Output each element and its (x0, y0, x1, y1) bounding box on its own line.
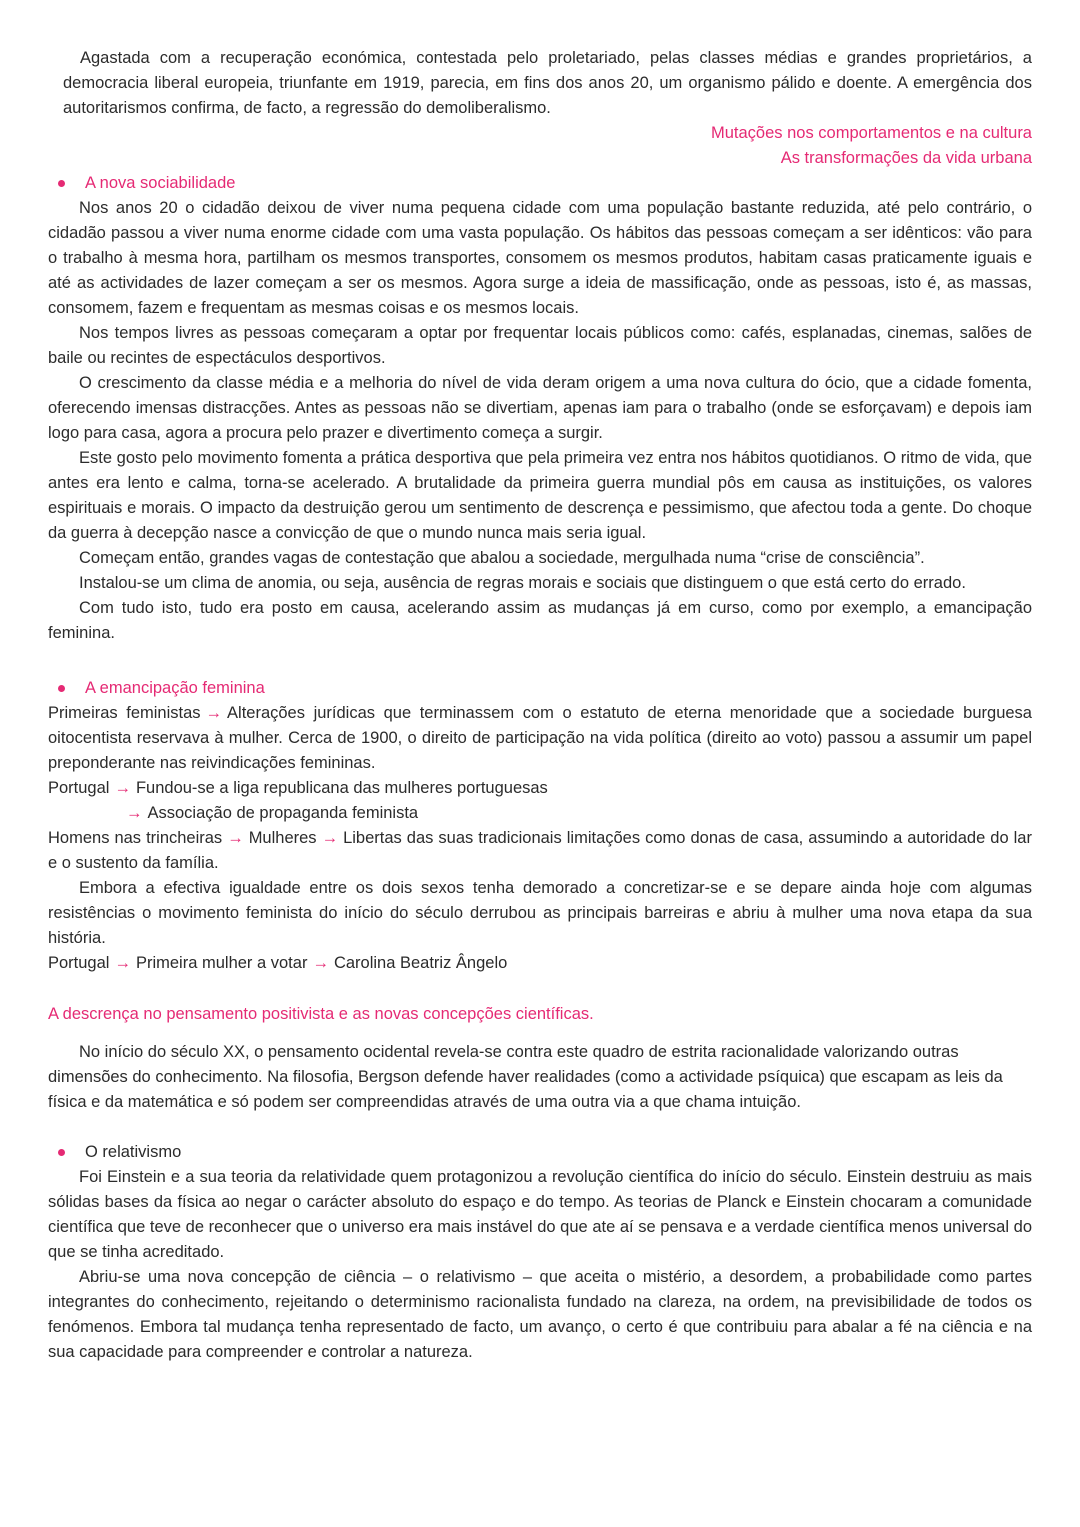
bullet-icon (58, 180, 65, 187)
paragraph-nos-anos-20: Nos anos 20 o cidadão deixou de viver numa pequena cidade com uma população bastante reduzida, até pelo contrário, o cidadão passou a viver numa enorme cidade com uma vasta população. Os hábitos das pessoas começam a ser idênticos: vão para o trabalho à mesma hora, partilham os mesmos transportes, consomem os mesmos produtos, habitam casas praticamente iguais e até as actividades de lazer começam a ser os mesmos. Agora surge a ideia de massificação, onde as pessoas, isto é, as massas, consomem, fazem e frequentam as mesmas coisas e os mesmos locais. (48, 199, 1032, 317)
arrow-icon: → (114, 954, 131, 972)
text-segment: Primeira mulher a votar (135, 954, 308, 972)
paragraph-primeira-mulher-votar (48, 951, 1032, 976)
paragraph-crescimento-classe-media: O crescimento da classe média e a melhoria do nível de vida deram origem a uma nova cultura do ócio, que a cidade fomenta, oferecendo imensas distracções. Antes as pessoas não se divertiam, apenas iam para o trabalho (onde se esforçavam) e depois iam logo para casa, agora a procura pelo prazer e divertimento começa a surgir. (48, 374, 1032, 442)
paragraph-foi-einstein: Foi Einstein e a sua teoria da relatividade quem protagonizou a revolução científica do início do século. Einstein destruiu as mais sólidas bases da física ao negar o carácter absoluto do espaço e do tempo. As teorias de Planck e Einstein chocaram a comunidade científica que teve de reconhecer que o universo era mais instável do que ate aí se pensava e a verdade científica menos universal do que se tinha acreditado. (48, 1168, 1032, 1261)
bullet-icon (58, 685, 65, 692)
section-heading-vida-urbana: As transformações da vida urbana (780, 149, 1032, 167)
text-segment: Associação de propaganda feminista (147, 804, 419, 822)
arrow-icon: → (114, 779, 131, 797)
bullet-item-relativismo (48, 1140, 1032, 1165)
section-heading-mutacoes: Mutações nos comportamentos e na cultura (710, 124, 1032, 142)
text-segment: Fundou-se a liga republicana das mulheres portuguesas (135, 779, 548, 797)
arrow-icon: → (312, 954, 329, 972)
text-segment: Portugal (48, 954, 110, 972)
text-segment: Libertas das suas tradicionais limitações como donas de casa, assumindo a autoridade do lar e o sustento da família. (48, 829, 1032, 872)
bullet-label-nova-sociabilidade: A nova sociabilidade (85, 174, 236, 192)
text-segment: Homens nas trincheiras (48, 829, 223, 847)
bullet-label-emancipacao-feminina: A emancipação feminina (85, 679, 265, 697)
arrow-icon: → (227, 829, 244, 847)
bullet-item-nova-sociabilidade (48, 171, 1032, 196)
paragraph-gosto-pelo-movimento: Este gosto pelo movimento fomenta a prática desportiva que pela primeira vez entra nos hábitos quotidianos. O ritmo de vida, que antes era lento e calma, torna-se acelerado. A brutalidade da primeira guerra mundial pôs em causa as instituições, os valores espirituais e morais. O impacto da destruição gerou um sentimento de descrença e pessimismo, que afectou toda a gente. Do choque da guerra à decepção nasce a convicção de que o mundo nunca mais seria igual. (48, 449, 1032, 542)
paragraph-clima-anomia: Instalou-se um clima de anomia, ou seja, ausência de regras morais e sociais que distinguem o que está certo do errado. (79, 574, 966, 592)
bullet-label-relativismo: O relativismo (85, 1143, 182, 1161)
paragraph-homens-trincheiras (48, 826, 1032, 876)
text-segment: Mulheres (248, 829, 317, 847)
paragraph-tempos-livres: Nos tempos livres as pessoas começaram a optar por frequentar locais públicos como: cafés, esplanadas, cinemas, salões de baile ou recintes de espectáculos desportivos. (48, 324, 1032, 367)
bullet-icon (58, 1149, 65, 1156)
section-heading-descrenca-positivista: A descrença no pensamento positivista e as novas concepções científicas. (48, 1005, 594, 1023)
text-segment: Alterações jurídicas que terminassem com o estatuto de eterna menoridade que a sociedade burguesa oitocentista reservava à mulher. Cerca de 1900, o direito de participação na vida política (direito ao voto) passou a assumir um papel preponderante nas reivindicações femininas. (48, 704, 1032, 772)
arrow-icon: → (205, 704, 223, 722)
paragraph-intro: Agastada com a recuperação económica, contestada pelo proletariado, pelas classes médias e grandes proprietários, a democracia liberal europeia, triunfante em 1919, parecia, em fins dos anos 20, um organismo pálido e doente. A emergência dos autoritarismos confirma, de facto, a regressão do demoliberalismo. (63, 49, 1032, 117)
paragraph-abriu-se-nova-concepcao: Abriu-se uma nova concepção de ciência – o relativismo – que aceita o mistério, a desordem, a probabilidade como partes integrantes do conhecimento, rejeitando o determinismo racionalista fundado na clareza, na ordem, na previsibilidade de todos os fenómenos. Embora tal mudança tenha representado de facto, um avanço, o certo é que contribuiu para abalar a fé na ciência e na sua capacidade para compreender e controlar a natureza. (48, 1268, 1032, 1361)
bullet-item-emancipacao-feminina (48, 676, 1032, 701)
text-segment: Portugal (48, 779, 110, 797)
paragraph-inicio-seculo-xx: No início do século XX, o pensamento ocidental revela-se contra este quadro de estrita racionalidade valorizando outras dimensões do conhecimento. Na filosofia, Bergson defende haver realidades (como a actividade psíquica) que escapam as leis da física e da matemática e só podem ser compreendidas através de uma outra via a que chama intuição. (48, 1043, 1003, 1111)
paragraph-embora-igualdade: Embora a efectiva igualdade entre os dois sexos tenha demorado a concretizar-se e se depare ainda hoje com algumas resistências o movimento feminista do início do século derrubou as principais barreiras e abriu à mulher uma nova etapa da sua história. (48, 879, 1032, 947)
text-segment: Primeiras feministas (48, 704, 201, 722)
paragraph-associacao-propaganda (48, 801, 1032, 826)
paragraph-com-tudo-isto: Com tudo isto, tudo era posto em causa, acelerando assim as mudanças já em curso, como por exemplo, a emancipação feminina. (48, 599, 1032, 642)
paragraph-vagas-contestacao: Começam então, grandes vagas de contestação que abalou a sociedade, mergulhada numa “crise de consciência”. (79, 549, 925, 567)
paragraph-primeiras-feministas (48, 701, 1032, 776)
arrow-icon: → (321, 829, 339, 847)
paragraph-portugal-liga (48, 776, 1032, 801)
arrow-icon: → (126, 804, 143, 822)
text-segment: Carolina Beatriz Ângelo (333, 954, 508, 972)
